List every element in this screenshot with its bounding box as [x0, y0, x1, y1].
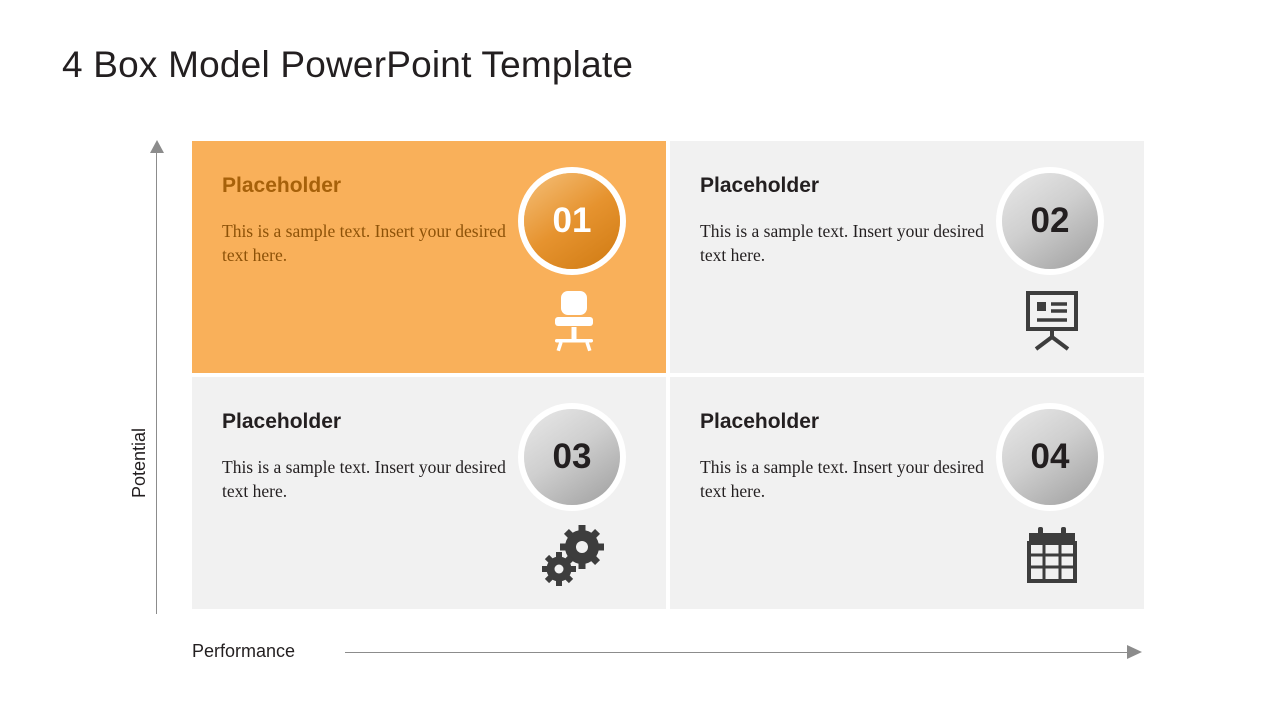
box-title: Placeholder [700, 410, 820, 433]
box-description: This is a sample text. Insert your desired text here. [222, 221, 506, 265]
gears-icon [538, 525, 610, 589]
x-axis-label: Performance [192, 641, 296, 661]
box-title: Placeholder [700, 174, 820, 197]
quadrant-box-02[interactable] [670, 141, 1144, 373]
quadrant-box-01[interactable] [192, 141, 666, 373]
box-number-badge: 04 [1002, 409, 1098, 505]
box-title: Placeholder [222, 410, 342, 433]
box-title: Placeholder [222, 174, 342, 197]
box-number-badge: 03 [524, 409, 620, 505]
quadrant-box-03[interactable] [192, 377, 666, 609]
y-axis-arrow-icon [150, 140, 164, 153]
box-description: This is a sample text. Insert your desired text here. [700, 457, 984, 501]
box-description: This is a sample text. Insert your desired text here. [222, 457, 506, 501]
x-axis-arrow-icon [1127, 645, 1142, 659]
office-chair-icon [538, 289, 610, 353]
box-number-badge: 02 [1002, 173, 1098, 269]
y-axis-line [156, 152, 157, 614]
quadrant-box-04[interactable] [670, 377, 1144, 609]
presentation-board-icon [1016, 289, 1088, 353]
y-axis-label: Potential [129, 427, 149, 498]
x-axis-line [345, 652, 1127, 653]
box-number-badge: 01 [524, 173, 620, 269]
calendar-icon [1016, 525, 1088, 589]
page-title: 4 Box Model PowerPoint Template [62, 44, 634, 85]
box-description: This is a sample text. Insert your desired text here. [700, 221, 984, 265]
